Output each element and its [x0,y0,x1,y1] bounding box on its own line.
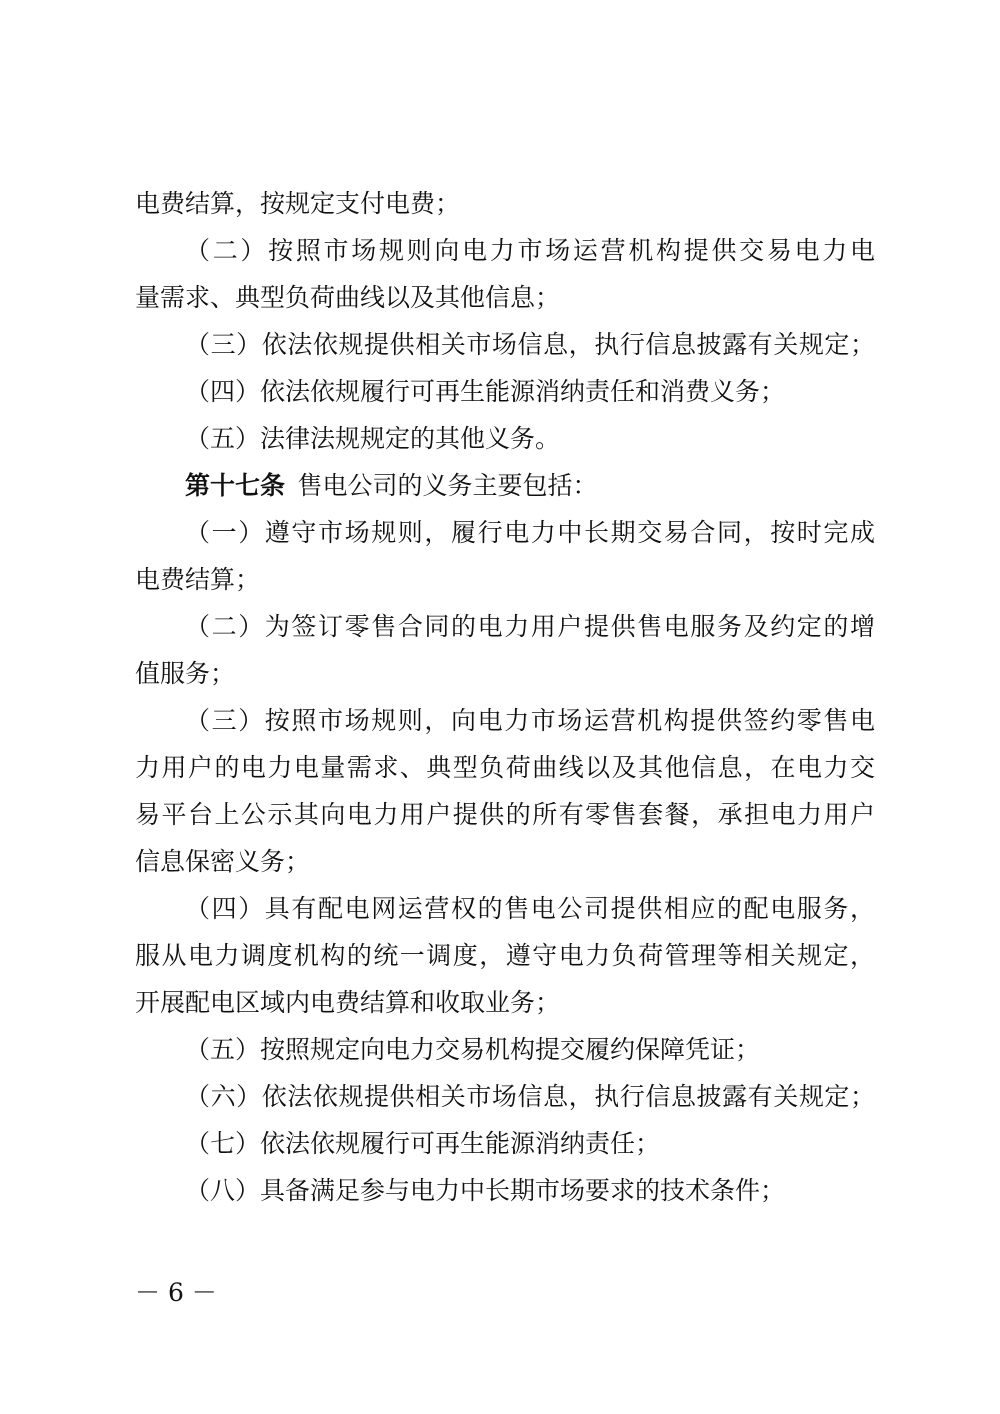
text-line: 信息保密义务； [135,847,311,876]
article-text: 售电公司的义务主要包括： [297,471,598,500]
article-heading: 第十七条 [185,471,286,500]
text-line: （六）依法依规提供相关市场信息，执行信息披露有关规定； [185,1082,875,1111]
text-line: 服从电力调度机构的统一调度，遵守电力负荷管理等相关规定， [135,941,875,970]
text-line: 力用户的电力电量需求、典型负荷曲线以及其他信息，在电力交 [135,753,875,782]
text-line: 电费结算，按规定支付电费； [135,189,461,218]
article-17-line [185,466,875,506]
text-line: （三）按照市场规则，向电力市场运营机构提供签约零售电 [185,706,875,735]
text-line: 易平台上公示其向电力用户提供的所有零售套餐，承担电力用户 [135,800,875,829]
text-line: （二）按照市场规则向电力市场运营机构提供交易电力电 [185,236,875,265]
page-number: － 6 － [135,1278,217,1307]
text-line: （七）依法依规履行可再生能源消纳责任； [185,1129,661,1158]
text-line: （五）法律法规规定的其他义务。 [185,424,561,453]
text-line: （二）为签订零售合同的电力用户提供售电服务及约定的增 [185,612,875,641]
text-line: 开展配电区域内电费结算和收取业务； [135,988,561,1017]
text-line: （五）按照规定向电力交易机构提交履约保障凭证； [185,1035,761,1064]
text-line: （八）具备满足参与电力中长期市场要求的技术条件； [185,1176,786,1205]
text-line: 电费结算； [135,565,261,594]
text-line: （四）具有配电网运营权的售电公司提供相应的配电服务， [185,894,875,923]
text-line: （三）依法依规提供相关市场信息，执行信息披露有关规定； [185,330,875,359]
text-line: 值服务； [135,659,236,688]
text-line: （一）遵守市场规则，履行电力中长期交易合同，按时完成 [185,518,875,547]
text-line: 量需求、典型负荷曲线以及其他信息； [135,283,561,312]
text-line: （四）依法依规履行可再生能源消纳责任和消费义务； [185,377,786,406]
